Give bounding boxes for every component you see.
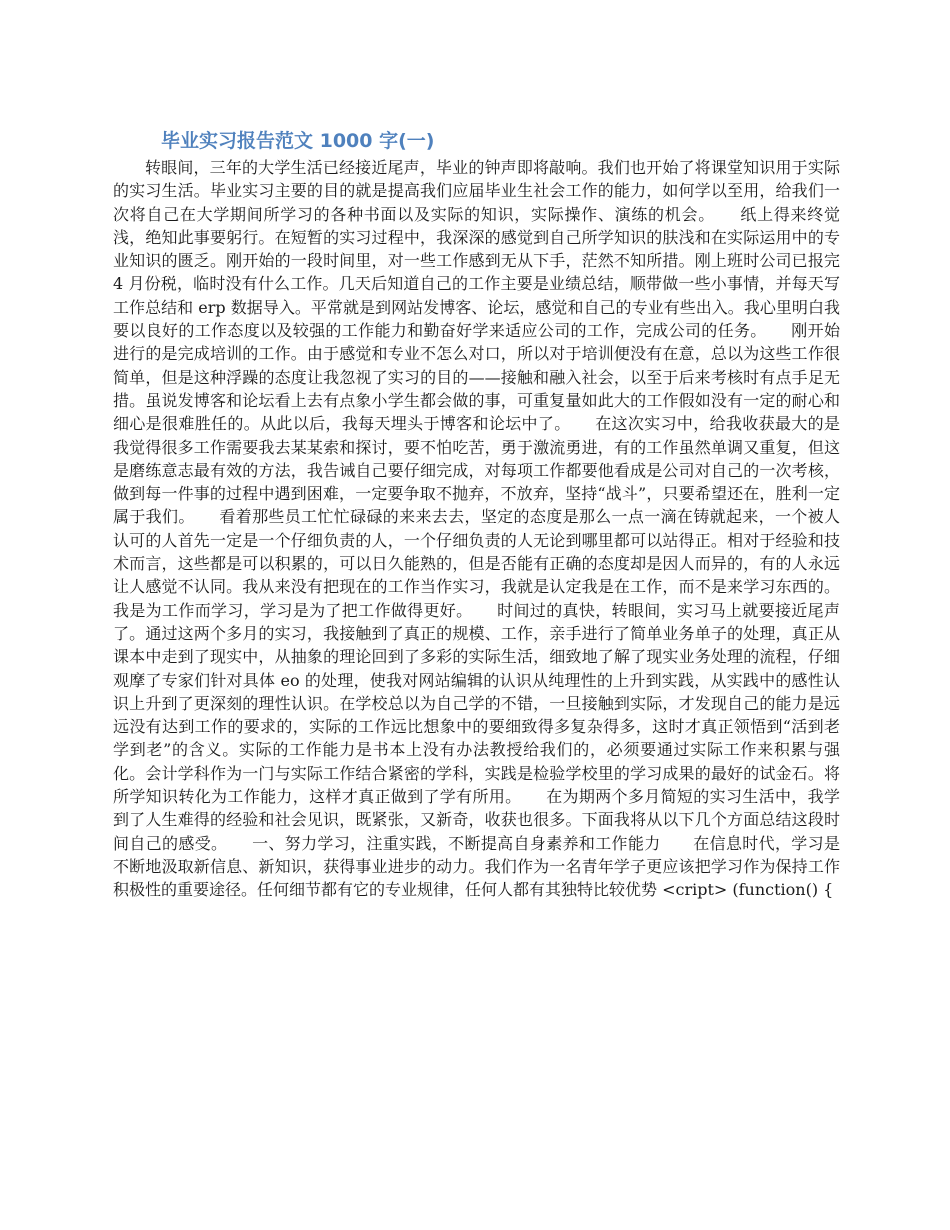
document-page — [113, 126, 840, 902]
document-title: 毕业实习报告范文 1000 字(一) — [161, 130, 435, 152]
document-body: 转眼间，三年的大学生活已经接近尾声，毕业的钟声即将敲响。我们也开始了将课堂知识用于实际的实习生活。毕业实习主要的目的就是提高我们应届毕业生社会工作的能力，如何学以至用，给我们一次将自己在大学期间所学习的各种书面以及实际的知识，实际操作、演练的机会。 纸上得来终觉浅，绝知此事要躬行。在短暂的实习过程中，我深深的感觉到自己所学知识的肤浅和在实际运用中的专业知识的匮乏。刚开始的一段时间里，对一些工作感到无从下手，茫然不知所措。刚上班时公司已报完 4 月份税，临时没有什么工作。几天后知道自己的工作主要是业绩总结，顺带做一些小事情，并每天写工作总结和 erp 数据导入。平常就是到网站发博客、论坛，感觉和自己的专业有些出入。我心里明白我要以良好的工作态度以及较强的工作能力和勤奋好学来适应公司的工作，完成公司的任务。 刚开始进行的是完成培训的工作。由于感觉和专业不怎么对口，所以对于培训便没有在意，总以为这些工作很简单，但是这种浮躁的态度让我忽视了实习的目的——接触和融入社会，以至于后来考核时有点手足无措。虽说发博客和论坛看上去有点象小学生都会做的事，可重复量如此大的工作假如没有一定的耐心和细心是很难胜任的。从此以后，我每天埋头于博客和论坛中了。 在这次实习中，给我收获最大的是我觉得很多工作需要我去某某索和探讨，要不怕吃苦，勇于激流勇进，有的工作虽然单调又重复，但这是磨练意志最有效的方法，我告诫自己要仔细完成，对每项工作都要他看成是公司对自己的一次考核，做到每一件事的过程中遇到困难，一定要争取不抛弃，不放弃，坚持“战斗”，只要希望还在，胜利一定属于我们。 看着那些员工忙忙碌碌的来来去去，坚定的态度是那么一点一滴在铸就起来，一个被人认可的人首先一定是一个仔细负责的人，一个仔细负责的人无论到哪里都可以站得正。相对于经验和技术而言，这些都是可以积累的，可以日久能熟的，但是否能有正确的态度却是因人而异的，有的人永远让人感觉不认同。我从来没有把现在的工作当作实习，我就是认定我是在工作，而不是来学习东西的。我是为工作而学习，学习是为了把工作做得更好。 时间过的真快，转眼间，实习马上就要接近尾声了。通过这两个多月的实习，我接触到了真正的规模、工作，亲手进行了简单业务单子的处理，真正从课本中走到了现实中，从抽象的理论回到了多彩的实际生活，细致地了解了现实业务处理的流程，仔细观摩了专家们针对具体 eo 的处理，使我对网站编辑的认识从纯理性的上升到实践，从实践中的感性认识上升到了更深刻的理性认识。在学校总以为自己学的不错，一旦接触到实际，才发现自己的能力是远远没有达到工作的要求的，实际的工作远比想象中的要细致得多复杂得多，这时才真正领悟到“活到老学到老”的含义。实际的工作能力是书本上没有办法教授给我们的，必须要通过实际工作来积累与强化。会计学科作为一门与实际工作结合紧密的学科，实践是检验学校里的学习成果的最好的试金石。将所学知识转化为工作能力，这样才真正做到了学有所用。 在为期两个多月简短的实习生活中，我学到了人生难得的经验和社会见识，既紧张，又新奇，收获也很多。下面我将从以下几个方面总结这段时间自己的感受。 一、努力学习，注重实践，不断提高自身素养和工作能力 在信息时代，学习是不断地汲取新信息、新知识，获得事业进步的动力。我们作为一名青年学子更应该把学习作为保持工作积极性的重要途径。任何细节都有它的专业规律，任何人都有其独特比较优势 <cript> (function() { — [113, 158, 840, 900]
